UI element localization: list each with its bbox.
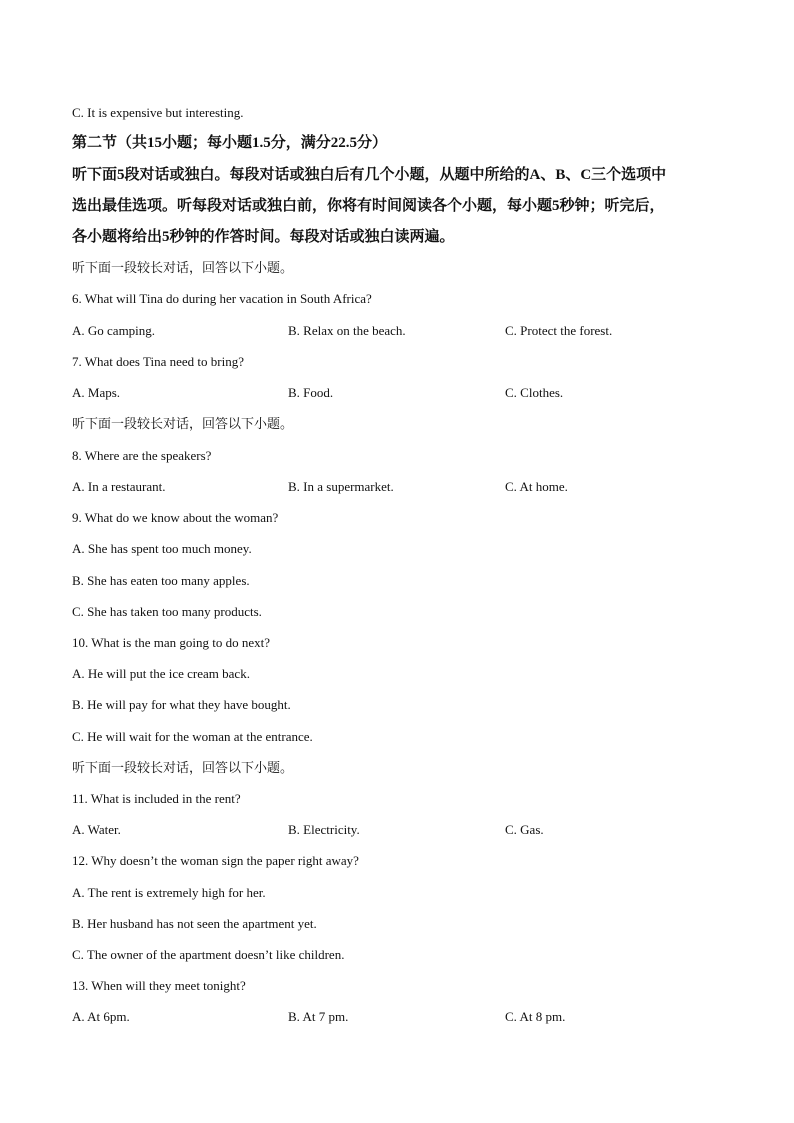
q10-option-a: A. He will put the ice cream back. — [72, 666, 250, 681]
q11-option-c: C. Gas. — [505, 822, 544, 837]
q11-option-b: B. Electricity. — [288, 822, 360, 837]
question-6: 6. What will Tina do during her vacation in South Africa? — [72, 291, 372, 306]
section-heading: 第二节（共15小题；每小题1.5分，满分22.5分） — [72, 135, 388, 151]
q10-option-b: B. He will pay for what they have bought. — [72, 697, 291, 712]
question-7: 7. What does Tina need to bring? — [72, 354, 244, 369]
dialogue-intro: 听下面一段较长对话，回答以下小题。 — [72, 260, 294, 275]
question-10: 10. What is the man going to do next? — [72, 635, 270, 650]
instructions-line-3: 各小题将给出5秒钟的作答时间。每段对话或独白读两遍。 — [72, 229, 455, 245]
dialogue-intro-3: 听下面一段较长对话，回答以下小题。 — [72, 760, 294, 775]
q12-option-a: A. The rent is extremely high for her. — [72, 885, 266, 900]
q13-option-c: C. At 8 pm. — [505, 1009, 566, 1024]
dialogue-intro-2: 听下面一段较长对话，回答以下小题。 — [72, 416, 294, 431]
q9-option-a: A. She has spent too much money. — [72, 541, 252, 556]
q6-option-a: A. Go camping. — [72, 323, 156, 338]
q7-option-c: C. Clothes. — [505, 385, 564, 400]
q6-option-b: B. Relax on the beach. — [288, 323, 406, 338]
q13-option-b: B. At 7 pm. — [288, 1009, 349, 1024]
question-13: 13. When will they meet tonight? — [72, 978, 246, 993]
q8-option-a: A. In a restaurant. — [72, 479, 166, 494]
instructions-line-1: 听下面5段对话或独白。每段对话或独白后有几个小题，从题中所给的A、B、C三个选项中 — [72, 167, 667, 183]
q12-option-c: C. The owner of the apartment doesn’t like children. — [72, 947, 345, 962]
question-12: 12. Why doesn’t the woman sign the paper right away? — [72, 853, 359, 868]
q9-option-c: C. She has taken too many products. — [72, 604, 262, 619]
q12-option-b: B. Her husband has not seen the apartment yet. — [72, 916, 317, 931]
prev-option-c: C. It is expensive but interesting. — [72, 105, 244, 120]
q7-option-b: B. Food. — [288, 385, 334, 400]
q10-option-c: C. He will wait for the woman at the entrance. — [72, 729, 313, 744]
q13-option-a: A. At 6pm. — [72, 1009, 130, 1024]
q7-option-a: A. Maps. — [72, 385, 121, 400]
question-8: 8. Where are the speakers? — [72, 448, 212, 463]
q9-option-b: B. She has eaten too many apples. — [72, 573, 250, 588]
q6-option-c: C. Protect the forest. — [505, 323, 613, 338]
question-11: 11. What is included in the rent? — [72, 791, 241, 806]
q11-option-a: A. Water. — [72, 822, 121, 837]
q8-option-b: B. In a supermarket. — [288, 479, 394, 494]
q8-option-c: C. At home. — [505, 479, 568, 494]
question-9: 9. What do we know about the woman? — [72, 510, 279, 525]
instructions-line-2: 选出最佳选项。听每段对话或独白前，你将有时间阅读各个小题，每小题5秒钟；听完后， — [72, 198, 665, 214]
